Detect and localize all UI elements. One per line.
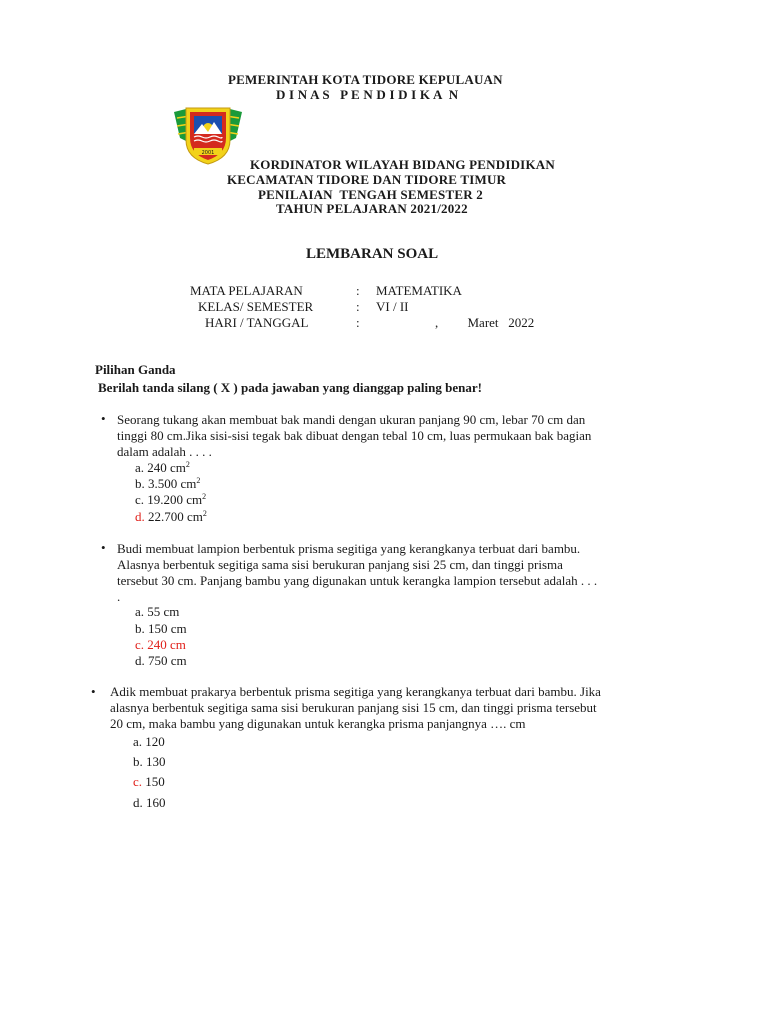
question-3-line-3: 20 cm, maka bambu yang digunakan untuk kerangka prisma panjangnya …. cm <box>110 716 526 731</box>
bullet-icon: • <box>101 411 106 426</box>
info-label-date: HARI / TANGGAL <box>205 315 309 330</box>
question-2-line-3: tersebut 30 cm. Panjang bambu yang digunakan untuk kerangka lampion tersebut adalah . . . <box>117 573 598 588</box>
option-a[interactable]: a. 240 $cm^2$ <box>135 460 190 475</box>
question-2-line-2: Alasnya berbentuk segitiga sama sisi berukuran panjang sisi 25 cm, dan tinggi prisma <box>117 557 563 572</box>
question-3-line-2: alasnya berbentuk segitiga sama sisi berukuran panjang sisi 15 cm, dan tinggi prisma tersebut <box>110 700 597 715</box>
option-b[interactable]: b. 3.500 $cm^2$ <box>135 476 201 491</box>
option-d[interactable]: d. 750 cm <box>135 653 187 668</box>
question-1-line-1: Seorang tukang akan membuat bak mandi dengan ukuran panjang 90 cm, lebar 70 cm dan <box>117 412 586 427</box>
question-2-line-1: Budi membuat lampion berbentuk prisma segitiga yang kerangkanya terbuat dari bambu. <box>117 541 581 556</box>
option-c[interactable]: c. 150 <box>133 774 165 789</box>
section-instruction: Berilah tanda silang ( X ) pada jawaban yang dianggap paling benar! <box>98 380 482 395</box>
option-d[interactable]: d. 160 <box>133 795 166 810</box>
info-sep-date: : <box>356 315 360 330</box>
info-value-subject: MATEMATIKA <box>376 283 462 298</box>
option-b[interactable]: b. 130 <box>133 754 166 769</box>
bullet-icon: • <box>91 684 96 699</box>
question-3-line-1: Adik membuat prakarya berbentuk prisma segitiga yang kerangkanya terbuat dari bambu. Jika <box>110 684 601 699</box>
info-value-date: , Maret 2022 <box>435 315 535 330</box>
option-c[interactable]: c. 19.200 $cm^2$ <box>135 492 207 507</box>
header-line-3: KORDINATOR WILAYAH BIDANG PENDIDIKAN <box>250 157 555 172</box>
info-value-class: VI / II <box>376 299 409 314</box>
question-1-line-2: tinggi 80 cm.Jika sisi-sisi tegak bak dibuat dengan tebal 10 cm, luas permukaan bak bagian <box>117 428 592 443</box>
question-2-line-4: . <box>117 589 121 604</box>
header-line-2: D I N A S P E N D I D I K A N <box>276 87 459 102</box>
emblem-icon <box>172 104 244 166</box>
header-line-4: KECAMATAN TIDORE DAN TIDORE TIMUR <box>227 172 507 187</box>
bullet-icon: • <box>101 540 106 555</box>
section-title: Pilihan Ganda <box>95 362 176 377</box>
header-line-6: TAHUN PELAJARAN 2021/2022 <box>276 201 468 216</box>
option-d[interactable]: d. 22.700 $cm^2$ <box>135 509 207 524</box>
option-c[interactable]: c. 240 cm <box>135 637 186 652</box>
info-label-subject: MATA PELAJARAN <box>190 283 303 298</box>
document-title: LEMBARAN SOAL <box>306 246 439 262</box>
info-sep-subject: : <box>356 283 360 298</box>
option-a[interactable]: a. 55 cm <box>135 604 180 619</box>
city-emblem-logo <box>172 104 244 166</box>
svg-text:2001: 2001 <box>201 150 215 156</box>
option-a[interactable]: a. 120 <box>133 734 165 749</box>
info-label-class: KELAS/ SEMESTER <box>198 299 314 314</box>
option-b[interactable]: b. 150 cm <box>135 621 187 636</box>
info-sep-class: : <box>356 299 360 314</box>
question-1-line-3: dalam adalah . . . . <box>117 444 212 459</box>
header-line-1: PEMERINTAH KOTA TIDORE KEPULAUAN <box>228 72 503 87</box>
header-line-5: PENILAIAN TENGAH SEMESTER 2 <box>258 187 483 202</box>
